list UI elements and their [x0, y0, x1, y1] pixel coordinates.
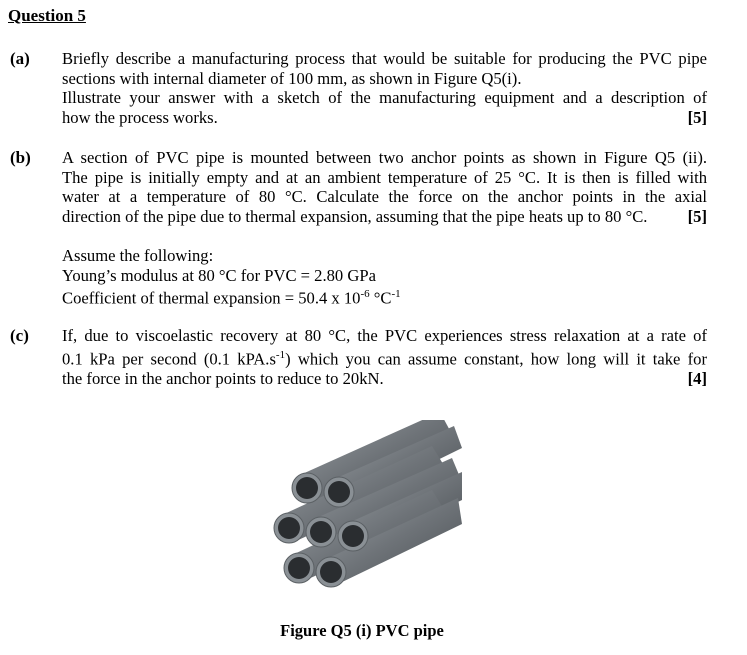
- part-b-line-2: The pipe is initially empty and at an ambient temperature of 25 °C. It is then is filled with: [62, 167, 707, 187]
- pipe-opening: [288, 557, 310, 579]
- part-b-line-1: A section of PVC pipe is mounted between two anchor points as shown in Figure Q5 (ii).: [62, 148, 707, 167]
- pipe-opening: [310, 521, 332, 543]
- part-a-marks: [5]: [687, 108, 707, 128]
- coef-prefix: Coefficient of thermal expansion = 50.4 x 10: [62, 288, 361, 308]
- part-b-label: (b): [10, 148, 31, 167]
- pipe-opening: [296, 477, 318, 499]
- part-a-line-3: Illustrate your answer with a sketch of the manufacturing equipment and a description of: [62, 88, 707, 108]
- part-b-assumptions: [62, 246, 707, 309]
- part-c-line-2-pre: 0.1 kPa per second (0.1 kPA.s: [62, 349, 276, 369]
- pvc-pipe-figure: [262, 420, 462, 588]
- question-title: Question 5: [8, 6, 86, 25]
- part-c-line-3: [62, 369, 707, 389]
- pipe-opening: [278, 517, 300, 539]
- assume-heading: Assume the following:: [62, 246, 214, 265]
- part-c-line-2-post: ) which you can assume constant, how long will it take for: [285, 349, 707, 369]
- part-c-exponent: -1: [275, 348, 286, 361]
- part-c-line-3-text: the force in the anchor points to reduce to 20kN.: [62, 368, 384, 388]
- part-c-line-2: [62, 346, 707, 369]
- part-b-line-3: water at a temperature of 80 °C. Calculate the force on the anchor points in the axial: [62, 187, 707, 207]
- coef-unit: °C: [369, 288, 392, 308]
- part-c-label: (c): [10, 326, 29, 345]
- part-a-label: (a): [10, 49, 30, 68]
- pipe-opening: [328, 481, 350, 503]
- youngs-modulus: Young’s modulus at 80 °C for PVC = 2.80 GPa: [62, 265, 376, 285]
- part-c-line-1: If, due to viscoelastic recovery at 80 °C, the PVC experiences stress relaxation at a rate of: [62, 326, 707, 345]
- part-a-line-2: sections with internal diameter of 100 mm, as shown in Figure Q5(i).: [62, 68, 522, 88]
- part-a-line-4-text: how the process works.: [62, 108, 218, 128]
- thermal-expansion-coefficient: [62, 285, 707, 308]
- part-c-marks: [4]: [687, 368, 707, 388]
- part-b-line-4: [62, 207, 707, 227]
- part-a-line-4: [62, 108, 707, 128]
- coef-unit-exponent: -1: [391, 288, 401, 301]
- pipe-opening: [342, 525, 364, 547]
- part-b-text: [62, 148, 707, 227]
- part-a-text: [62, 49, 707, 128]
- part-c-text: [62, 326, 707, 389]
- figure-caption: Figure Q5 (i) PVC pipe: [280, 621, 444, 640]
- coef-exponent: -6: [360, 288, 370, 301]
- part-b-marks: [5]: [687, 207, 707, 227]
- part-a-line-1: Briefly describe a manufacturing process that would be suitable for producing the PVC pipe: [62, 49, 707, 68]
- pipe-opening: [320, 561, 342, 583]
- part-b-line-4-text: direction of the pipe due to thermal expansion, assuming that the pipe heats up to 80 °C.: [62, 207, 648, 227]
